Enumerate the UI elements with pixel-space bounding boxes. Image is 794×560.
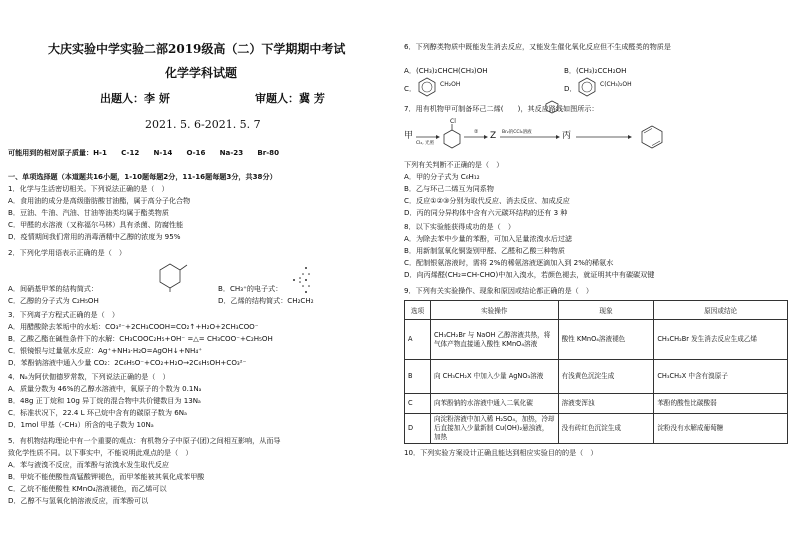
q1-option-c: C．甲醛的水溶液（又称福尔马林）具有杀菌、防腐性能	[8, 220, 184, 229]
q4-stem: 4．Nₐ为阿伏伽德罗常数，下列说法正确的是（ ）	[8, 372, 170, 381]
q8-stem: 8．以下实验能获得成功的是（ ）	[404, 222, 515, 231]
q1-stem: 1．化学与生活密切相关。下列说法正确的是（ ）	[8, 184, 169, 193]
q7-stem: 7．用有机物甲可制备环己二烯( )，其反应路线如图所示：	[404, 104, 599, 113]
header-option: 选项	[405, 301, 431, 320]
reviewer: 审题人：冀 芳	[255, 92, 325, 105]
scheme-cond-3: Br₂的CCl₄溶液	[502, 130, 532, 135]
q8-option-b: B．用新制氢氧化铜鉴别甲醛、乙醛和乙酸三种物质	[404, 246, 565, 255]
q6-stem: 6．下列醇类物质中既能发生消去反应，又能发生催化氧化反应但不生成醛类的物质是	[404, 42, 671, 51]
cell-option: D	[405, 414, 431, 444]
q8-option-c: C．配制银氨溶液时，需将 2%的稀氨溶液逐滴加入到 2%的稀氨水	[404, 258, 614, 267]
scheme-step-2: ②	[474, 129, 479, 135]
q9-stem: 9．下列有关实验操作、现象和原因或结论都正确的是（ ）	[404, 286, 593, 295]
benzene-ring-c	[416, 76, 438, 98]
cell-option: B	[405, 360, 431, 394]
table-row	[405, 360, 788, 394]
exam-title: 大庆实验中学实验二部2019级高（二）下学期期中考试	[48, 42, 346, 56]
q7-option-a: A．甲的分子式为 C₆H₁₂	[404, 172, 480, 181]
q10-stem: 10．下列实验方案设计正确且能达到相应实验目的的是（ ）	[404, 448, 598, 457]
q1-option-d: D．疫情期间我们常用的消毒酒精中乙醇的浓度为 95%	[8, 232, 181, 241]
table-header-row	[405, 301, 788, 320]
q2-option-d: D．乙烯的结构简式：CH₂CH₂	[218, 296, 314, 305]
q8-option-a: A．为除去苯中少量的苯酚，可加入足量浓溴水后过滤	[404, 234, 573, 243]
q6-option-b: B．(CH₃)₂CCH₂OH	[564, 66, 627, 75]
q5-option-c: C．乙烷不能使酸性 KMnO₄溶液褪色，而乙烯可以	[8, 484, 167, 493]
q7-option-c: C．反应①②③分别为取代反应、消去反应、加成反应	[404, 196, 570, 205]
q4-option-d: D．1mol 甲基（-CH₃）所含的电子数为 10Nₐ	[8, 420, 154, 429]
q3-option-a: A．用醋酸除去苯垢中的水垢：CO₃²⁻+2CH₃COOH=CO₂↑+H₂O+2CH₃COO⁻	[8, 322, 259, 331]
q5-option-a: A．苯与液溴不反应，而苯酚与浓溴水发生取代反应	[8, 460, 169, 469]
cell-phenomenon: 酸性 KMnO₄溶液褪色	[558, 320, 654, 360]
header-phenomenon: 现象	[558, 301, 654, 320]
cell-conclusion: CH₃CH₂Br 发生消去反应生成乙烯	[654, 320, 788, 360]
cyclohexadiene-inline	[544, 100, 560, 114]
header-conclusion: 原因或结论	[654, 301, 788, 320]
q6-c-group: CH₂OH	[440, 81, 461, 88]
q8-option-d: D．向丙烯醛(CH₂=CH-CHO)中加入溴水，若颜色褪去，就证明其中有碳碳双键	[404, 270, 655, 279]
cell-option: A	[405, 320, 431, 360]
cell-conclusion: 苯酚的酸性比碳酸弱	[654, 394, 788, 414]
cell-phenomenon: 没有砖红色沉淀生成	[558, 414, 654, 444]
q9-table	[404, 300, 788, 444]
cell-operation: CH₃CH₂Br 与 NaOH 乙醇溶液共热，将气体产物直接通入酸性 KMnO₄溶液	[430, 320, 558, 360]
q2-option-b: B．CH₃⁺的电子式：	[218, 284, 283, 293]
atomic-masses: 可能用到的相对原子质量：H-1 C-12 N-14 O-16 Na-23 Br-80	[8, 148, 280, 157]
table-row	[405, 414, 788, 444]
scheme-start: 甲	[404, 131, 414, 141]
q2-option-a: A．间硝基甲苯的结构简式：	[8, 284, 98, 293]
section-heading: 一、单项选择题（本道题共16小题，1-10题每题2分，11-16题每题3分，共38分）	[8, 172, 277, 181]
q5-option-b: B．甲烷不能使酸性高锰酸钾褪色，而甲苯能被其氧化成苯甲酸	[8, 472, 205, 481]
q6-d-group: C(CH₃)₂OH	[600, 81, 632, 88]
q6-option-d-label: D．	[564, 84, 577, 93]
scheme-cond-1: Cl₂, 光照	[416, 141, 435, 146]
cell-phenomenon: 溶液变浑浊	[558, 394, 654, 414]
benzene-ring-d	[576, 76, 598, 98]
q3-stem: 3．下列离子方程式正确的是（ ）	[8, 310, 119, 319]
cell-operation: 向苯酚钠的水溶液中通入二氧化碳	[430, 394, 558, 414]
q4-option-a: A．质量分数为 46%的乙醇水溶液中，氧原子的个数为 0.1Nₐ	[8, 384, 202, 393]
scheme-cl-label: Cl	[450, 118, 456, 125]
q6-option-c-label: C．	[404, 84, 417, 93]
table-row	[405, 394, 788, 414]
q1-option-a: A．食用油的成分是高级脂肪酸甘油酯，属于高分子化合物	[8, 196, 191, 205]
q2-stem: 2．下列化学用语表示正确的是（ ）	[8, 248, 127, 257]
header-operation: 实验操作	[430, 301, 558, 320]
q3-option-b: B．乙酸乙酯在碱性条件下的水解：CH₃COOC₂H₅+OH⁻ =△= CH₃COO⁻+C₂H₅OH	[8, 334, 273, 343]
q7-after: 下列有关判断不正确的是（ ）	[404, 160, 504, 169]
author: 出题人：李 妍	[100, 92, 170, 105]
q3-option-c: C．银镜银与过量氨水反应：Ag⁺+NH₃·H₂O=AgOH↓+NH₄⁺	[8, 346, 202, 355]
right-column	[400, 0, 794, 560]
m-nitrotoluene-structure	[150, 258, 190, 292]
table-row	[405, 320, 788, 360]
q1-option-b: B．豆油、牛油、汽油、甘油等油类均属于酯类物质	[8, 208, 169, 217]
exam-dates: 2021. 5. 6-2021. 5. 7	[145, 118, 261, 131]
q7-option-b: B．乙与环己二烯互为同系物	[404, 184, 494, 193]
electron-dot-structure	[290, 264, 322, 296]
cell-conclusion: 淀粉没有水解成葡萄糖	[654, 414, 788, 444]
cell-operation: 向淀粉溶液中加入稀 H₂SO₄，加热，冷却后直接加入少量新制 Cu(OH)₂悬浊液，加热	[430, 414, 558, 444]
cell-conclusion: CH₃CH₂X 中含有溴原子	[654, 360, 788, 394]
cell-operation: 向 CH₃CH₂X 中加入少量 AgNO₃溶液	[430, 360, 558, 394]
q3-option-d: D．苯酚钠溶液中通入少量 CO₂：2C₆H₅O⁻+CO₂+H₂O→2C₆H₅OH+CO₃²⁻	[8, 358, 247, 367]
q4-option-b: B．48g 正丁烷和 10g 异丁烷的混合物中共价键数目为 13Nₐ	[8, 396, 201, 405]
q4-option-c: C．标准状况下，22.4 L 环己烷中含有的碳原子数为 6Nₐ	[8, 408, 187, 417]
q6-option-a: A．(CH₃)₂CHCH(CH₃)OH	[404, 66, 488, 75]
q5-stem-2: 致化学性质不同。以下事实中，不能说明此观点的是（ ）	[8, 448, 193, 457]
cell-phenomenon: 有浅黄色沉淀生成	[558, 360, 654, 394]
q2-option-c: C．乙醇的分子式为 C₂H₅OH	[8, 296, 99, 305]
subject-title: 化学学科试题	[165, 66, 238, 80]
scheme-product-c: 丙	[562, 131, 572, 141]
scheme-y: Z	[490, 131, 497, 141]
cell-option: C	[405, 394, 431, 414]
q5-option-d: D．乙醇不与氢氧化钠溶液反应，而苯酚可以	[8, 496, 149, 505]
q5-stem-1: 5．有机物结构理论中有一个重要的观点：有机物分子中原子(团)之间相互影响，从而导	[8, 436, 281, 445]
q7-option-d: D．丙的同分异构体中含有六元碳环结构的还有 3 种	[404, 208, 568, 217]
